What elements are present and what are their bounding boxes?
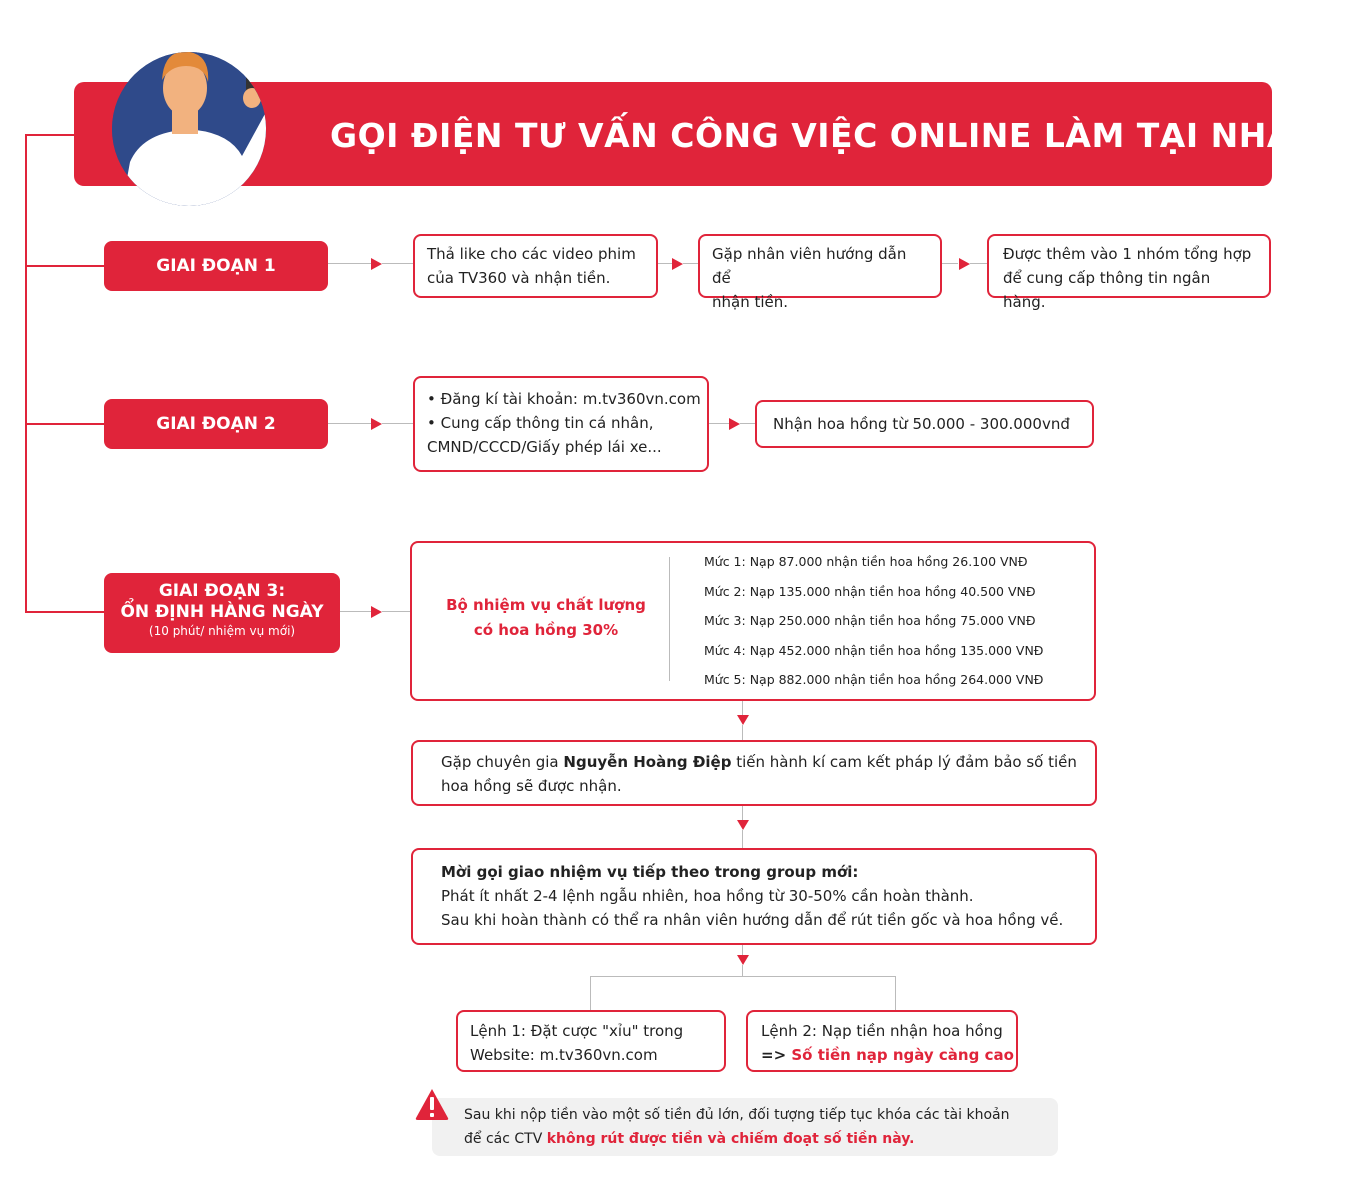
- level-item: Mức 2: Nạp 135.000 nhận tiền hoa hồng 40.500 VNĐ: [704, 583, 1036, 599]
- warning-line-2: [464, 1127, 1054, 1151]
- arrow-right-icon: [729, 418, 740, 430]
- left-bracket-s3: [25, 611, 105, 613]
- phase1-step-like-videos: [413, 234, 658, 298]
- order-1-box: [456, 1010, 726, 1072]
- invite-title: Mời gọi giao nhiệm vụ tiếp theo trong group mới:: [441, 863, 859, 881]
- connector-line: [382, 611, 411, 612]
- expert-text: tiến hành kí cam kết pháp lý đảm bảo số tiền: [731, 753, 1077, 771]
- connector-line: [942, 263, 958, 264]
- phase2-step-register: [413, 376, 709, 472]
- step-text: Nhận hoa hồng từ 50.000 - 300.000vnđ: [773, 415, 1070, 433]
- arrow-down-icon: [737, 715, 749, 725]
- step-text: • Cung cấp thông tin cá nhân,: [427, 414, 654, 432]
- connector-line: [742, 945, 743, 955]
- arrow-down-icon: [737, 820, 749, 830]
- arrow-right-icon: [371, 418, 382, 430]
- connector-line: [742, 806, 743, 820]
- level-item: Mức 5: Nạp 882.000 nhận tiền hoa hồng 264.000 VNĐ: [704, 672, 1044, 687]
- package-title: [436, 593, 656, 643]
- stage-3-badge: [104, 573, 340, 653]
- split-connector-right: [895, 976, 896, 1010]
- warning-text-plain: để các CTV: [464, 1131, 547, 1147]
- left-bracket-s1: [25, 265, 105, 267]
- package-divider: [669, 557, 670, 681]
- expert-line-2: hoa hồng sẽ được nhận.: [441, 777, 622, 795]
- level-item: Mức 1: Nạp 87.000 nhận tiền hoa hồng 26.100 VNĐ: [704, 554, 1028, 569]
- connector-line: [709, 423, 729, 424]
- step-text: CMND/CCCD/Giấy phép lái xe...: [427, 438, 662, 456]
- invite-line: Phát ít nhất 2-4 lệnh ngẫu nhiên, hoa hồng từ 30-50% cần hoàn thành.: [441, 887, 974, 905]
- avatar-man-phone: [112, 52, 266, 206]
- page-title: GỌI ĐIỆN TƯ VẤN CÔNG VIỆC ONLINE LÀM TẠI NHÀ: [330, 116, 1293, 155]
- stage-2-connector: [328, 423, 373, 424]
- arrow-right-icon: [371, 258, 382, 270]
- warning-text: [464, 1103, 1054, 1151]
- stage-3-title: GIAI ĐOẠN 3:: [158, 581, 286, 601]
- order-2-box: [746, 1010, 1018, 1072]
- warning-text-highlight: không rút được tiền và chiếm đoạt số tiền này.: [546, 1131, 915, 1147]
- expert-commitment-step: [411, 740, 1097, 806]
- step-text: • Đăng kí tài khoản: m.tv360vn.com: [427, 390, 701, 408]
- arrow-right-icon: [959, 258, 970, 270]
- package-line: Bộ nhiệm vụ chất lượng: [446, 596, 646, 614]
- order-2-highlight: Số tiền nạp ngày càng cao: [791, 1046, 1014, 1064]
- level-item: Mức 3: Nạp 250.000 nhận tiền hoa hồng 75.000 VNĐ: [704, 613, 1036, 628]
- connector-line: [742, 725, 743, 740]
- connector-line: [683, 263, 698, 264]
- connector-line: [742, 701, 743, 715]
- package-line: có hoa hồng 30%: [473, 621, 619, 639]
- arrow-right-icon: [371, 606, 382, 618]
- phase1-step-join-group: [987, 234, 1271, 311]
- stage-3-connector: [340, 611, 371, 612]
- left-bracket-s2: [25, 423, 105, 425]
- order-2-line-2: [761, 1043, 1014, 1067]
- connector-line: [658, 263, 672, 264]
- stage-2-badge: GIAI ĐOẠN 2: [104, 399, 328, 449]
- connector-line: [382, 263, 414, 264]
- level-item: Mức 4: Nạp 452.000 nhận tiền hoa hồng 135.000 VNĐ: [704, 642, 1044, 658]
- commission-levels: [704, 547, 1044, 695]
- left-bracket-vertical: [25, 134, 27, 612]
- stage-3-note: (10 phút/ nhiệm vụ mới): [148, 624, 296, 638]
- phase1-step-meet-staff: [698, 234, 942, 311]
- arrow-down-icon: [737, 955, 749, 965]
- arrow-right-icon: [672, 258, 683, 270]
- phase2-step-commission: [755, 400, 1094, 448]
- step-text: Gặp nhân viên hướng dẫn để: [712, 245, 907, 287]
- order-2-arrow: =>: [761, 1046, 792, 1064]
- stage-1-badge: GIAI ĐOẠN 1: [104, 241, 328, 291]
- split-connector-left: [590, 976, 591, 1010]
- connector-line: [740, 423, 756, 424]
- connector-line: [382, 423, 414, 424]
- expert-line-1: [441, 750, 1077, 774]
- order-1-line: Website: m.tv360vn.com: [470, 1046, 658, 1064]
- stage-3-subtitle: ỔN ĐỊNH HÀNG NGÀY: [120, 602, 324, 622]
- order-1-line: Lệnh 1: Đặt cược "xỉu" trong: [470, 1022, 684, 1040]
- step-text: của TV360 và nhận tiền.: [427, 269, 611, 287]
- step-text: Được thêm vào 1 nhóm tổng hợp: [1003, 245, 1252, 263]
- order-2-line: Lệnh 2: Nạp tiền nhận hoa hồng: [761, 1022, 1003, 1040]
- connector-line: [742, 830, 743, 848]
- invite-line: Sau khi hoàn thành có thể ra nhân viên hướng dẫn để rút tiền gốc và hoa hồng về.: [441, 911, 1064, 929]
- left-bracket-top: [25, 134, 77, 136]
- step-text: để cung cấp thông tin ngân hàng.: [1003, 269, 1211, 311]
- split-connector: [590, 976, 896, 977]
- warning-icon: [414, 1087, 450, 1121]
- invite-new-group-step: [411, 848, 1097, 945]
- person-illustration: [112, 52, 266, 206]
- expert-name: Nguyễn Hoàng Điệp: [563, 753, 732, 771]
- warning-line: Sau khi nộp tiền vào một số tiền đủ lớn, đối tượng tiếp tục khóa các tài khoản: [464, 1107, 1010, 1123]
- step-text: Thả like cho các video phim: [427, 245, 636, 263]
- expert-text: Gặp chuyên gia: [441, 753, 564, 771]
- connector-line: [970, 263, 988, 264]
- phase3-task-package: [410, 541, 1096, 701]
- stage-1-connector: [328, 263, 373, 264]
- step-text: nhận tiền.: [712, 293, 789, 311]
